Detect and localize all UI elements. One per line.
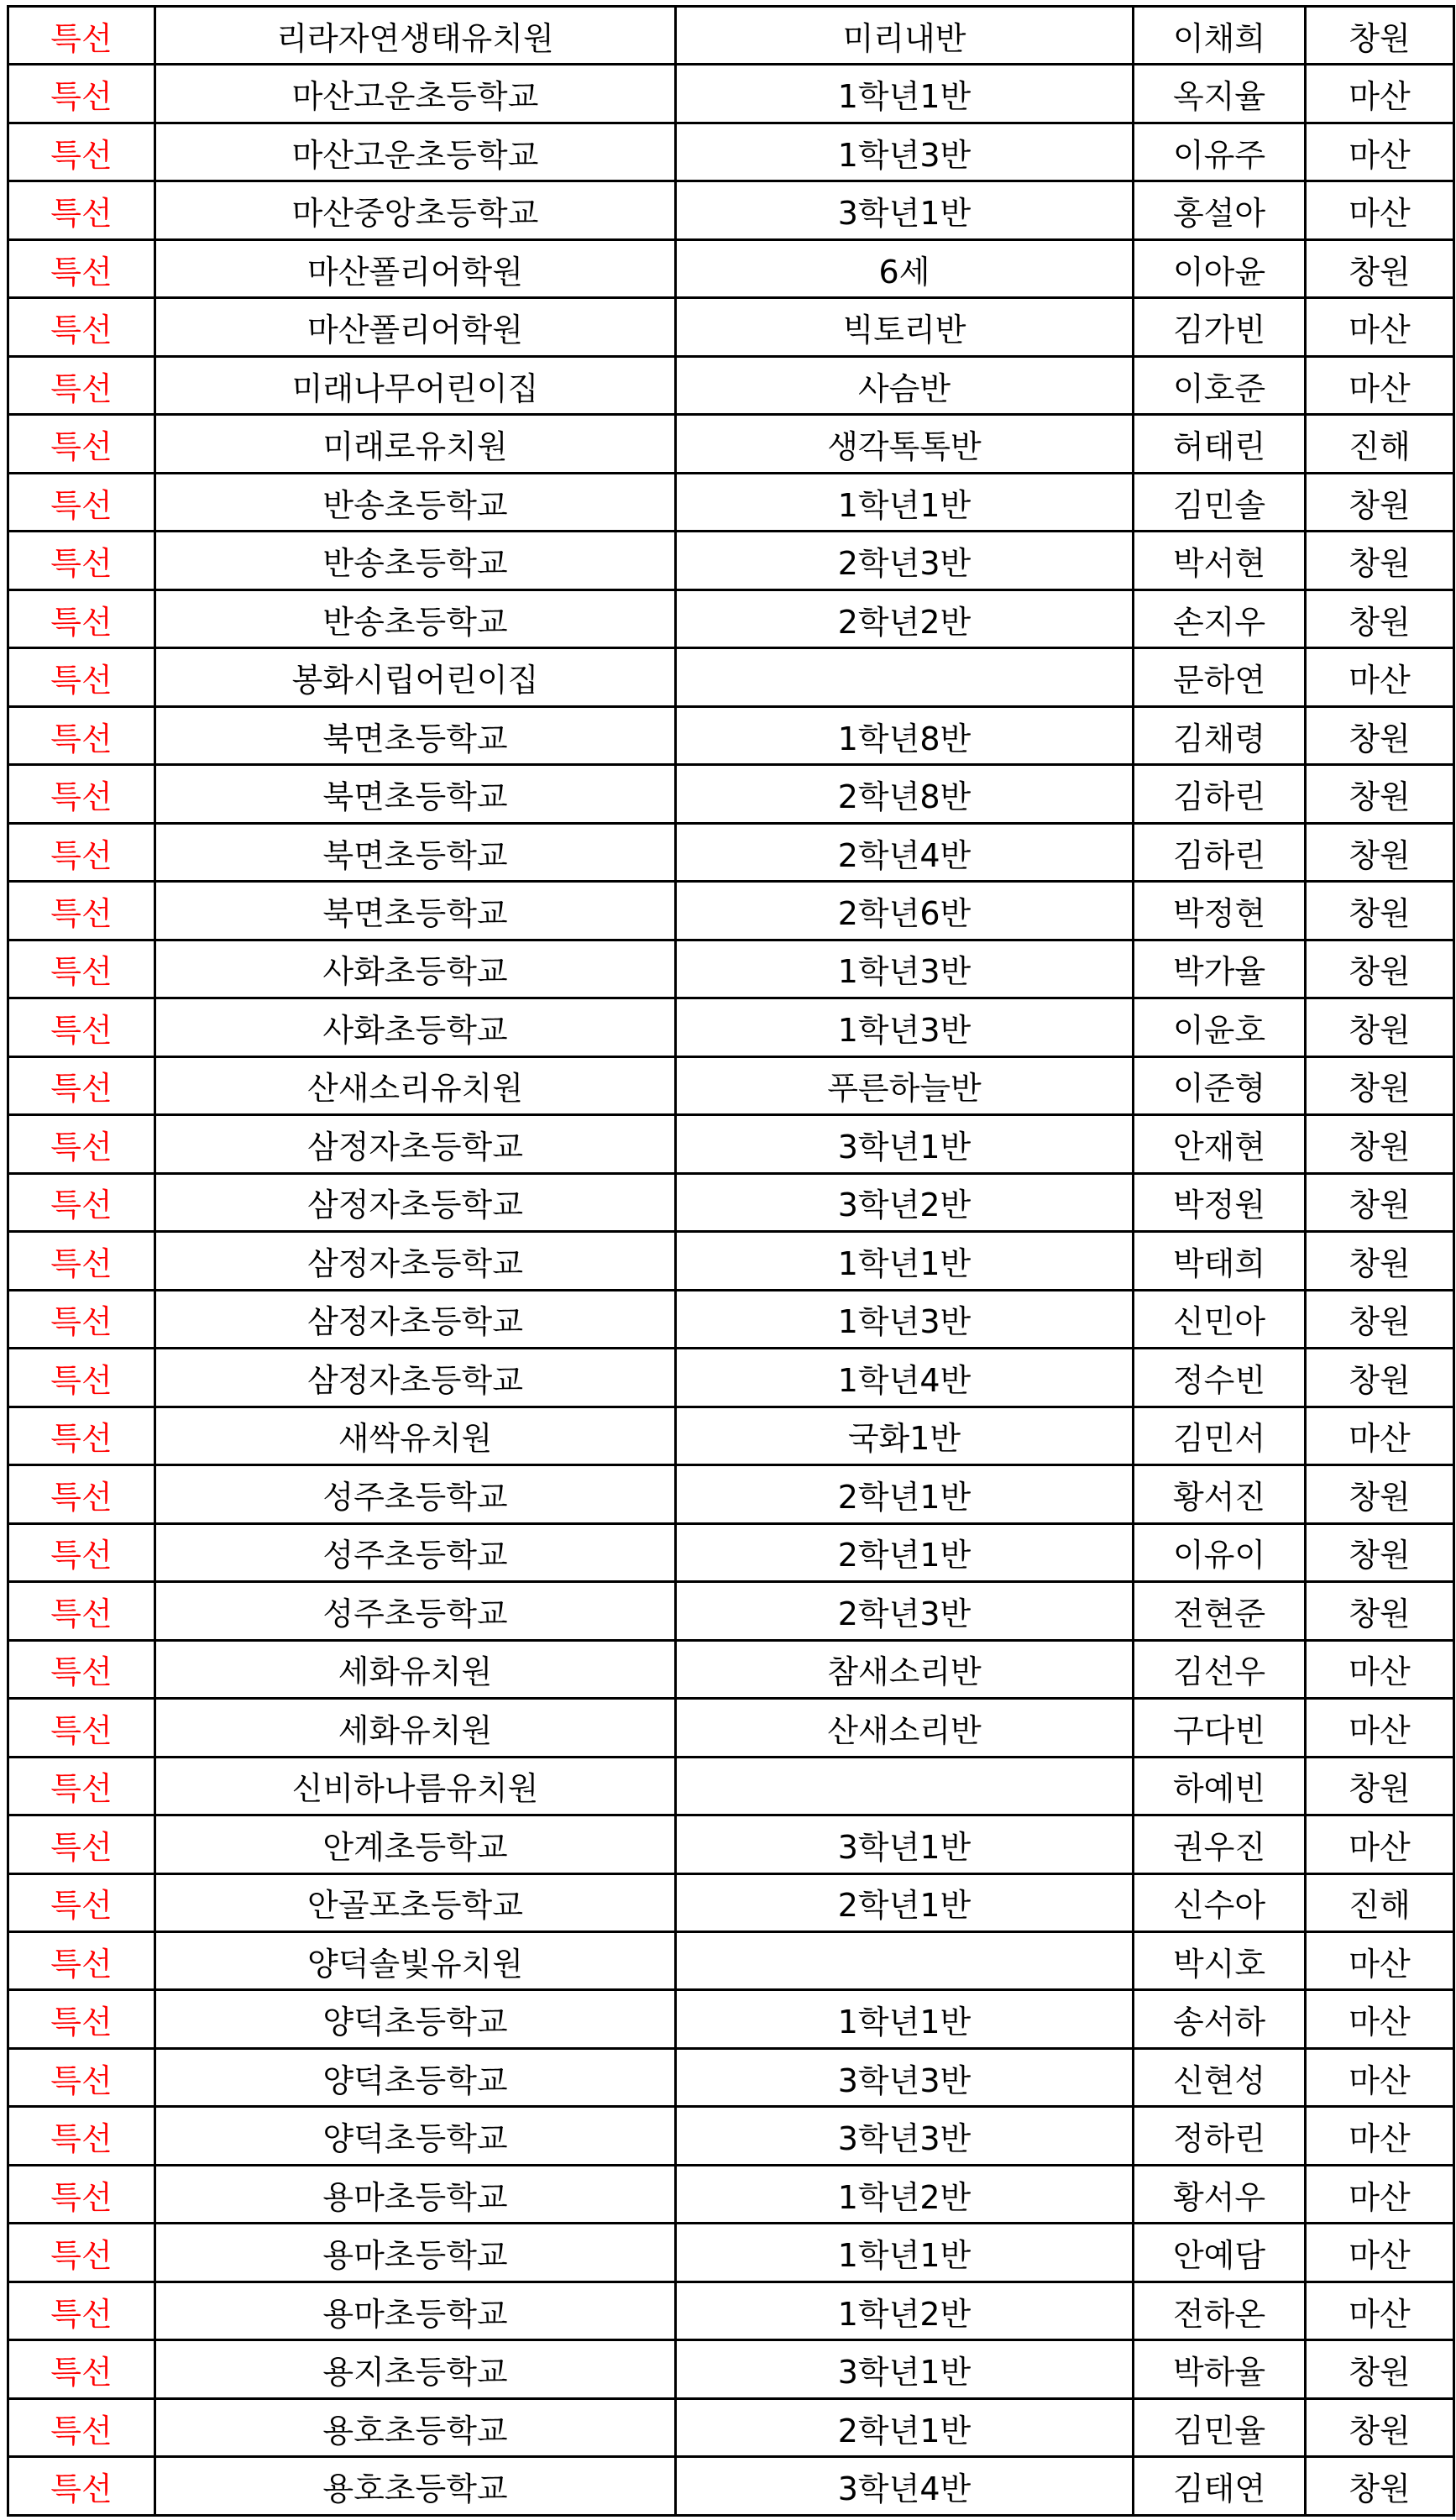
award-cell: 특선 xyxy=(8,2282,155,2339)
school-cell: 삼정자초등학교 xyxy=(155,1349,676,1407)
class-cell: 2학년1반 xyxy=(676,1465,1134,1523)
award-cell: 특선 xyxy=(8,2165,155,2223)
table-row xyxy=(8,1931,1454,1989)
student-name-cell: 정수빈 xyxy=(1134,1349,1306,1407)
region-cell: 창원 xyxy=(1306,706,1454,764)
student-name-cell: 박정현 xyxy=(1134,882,1306,940)
school-cell: 북면초등학교 xyxy=(155,823,676,881)
region-cell: 마산 xyxy=(1306,1931,1454,1989)
class-cell: 1학년4반 xyxy=(676,1349,1134,1407)
award-cell: 특선 xyxy=(8,123,155,181)
award-cell: 특선 xyxy=(8,998,155,1056)
student-name-cell: 박시호 xyxy=(1134,1931,1306,1989)
region-cell: 마산 xyxy=(1306,123,1454,181)
table-row xyxy=(8,65,1454,123)
region-cell: 창원 xyxy=(1306,823,1454,881)
class-cell: 국화1반 xyxy=(676,1407,1134,1464)
school-cell: 양덕초등학교 xyxy=(155,2048,676,2106)
class-cell xyxy=(676,648,1134,706)
award-cell: 특선 xyxy=(8,940,155,998)
region-cell: 창원 xyxy=(1306,2340,1454,2398)
school-cell: 용마초등학교 xyxy=(155,2224,676,2282)
region-cell: 마산 xyxy=(1306,65,1454,123)
student-name-cell: 이유이 xyxy=(1134,1523,1306,1581)
region-cell: 마산 xyxy=(1306,298,1454,356)
student-name-cell: 박가율 xyxy=(1134,940,1306,998)
table-row xyxy=(8,1523,1454,1581)
school-cell: 삼정자초등학교 xyxy=(155,1290,676,1348)
school-cell: 마산고운초등학교 xyxy=(155,123,676,181)
class-cell: 2학년1반 xyxy=(676,2398,1134,2456)
school-cell: 세화유치원 xyxy=(155,1699,676,1757)
table-row xyxy=(8,2165,1454,2223)
table-row xyxy=(8,239,1454,297)
class-cell: 3학년1반 xyxy=(676,1115,1134,1173)
school-cell: 양덕초등학교 xyxy=(155,1990,676,2048)
award-cell: 특선 xyxy=(8,1873,155,1931)
awards-sheet xyxy=(7,5,1453,2517)
student-name-cell: 손지우 xyxy=(1134,589,1306,647)
region-cell: 마산 xyxy=(1306,1699,1454,1757)
student-name-cell: 홍설아 xyxy=(1134,181,1306,239)
school-cell: 북면초등학교 xyxy=(155,706,676,764)
student-name-cell: 신현성 xyxy=(1134,2048,1306,2106)
student-name-cell: 이윤호 xyxy=(1134,998,1306,1056)
award-cell: 특선 xyxy=(8,1523,155,1581)
region-cell: 창원 xyxy=(1306,882,1454,940)
student-name-cell: 옥지율 xyxy=(1134,65,1306,123)
school-cell: 반송초등학교 xyxy=(155,473,676,531)
award-cell: 특선 xyxy=(8,2224,155,2282)
award-cell: 특선 xyxy=(8,1640,155,1698)
school-cell: 성주초등학교 xyxy=(155,1465,676,1523)
student-name-cell: 이유주 xyxy=(1134,123,1306,181)
award-cell: 특선 xyxy=(8,1115,155,1173)
region-cell: 창원 xyxy=(1306,1349,1454,1407)
table-row xyxy=(8,1640,1454,1698)
region-cell: 창원 xyxy=(1306,2457,1454,2516)
table-row xyxy=(8,2224,1454,2282)
school-cell: 삼정자초등학교 xyxy=(155,1173,676,1231)
student-name-cell: 신수아 xyxy=(1134,1873,1306,1931)
award-cell: 특선 xyxy=(8,1056,155,1114)
student-name-cell: 김선우 xyxy=(1134,1640,1306,1698)
class-cell: 1학년2반 xyxy=(676,2165,1134,2223)
region-cell: 마산 xyxy=(1306,648,1454,706)
award-cell: 특선 xyxy=(8,1699,155,1757)
table-row xyxy=(8,1173,1454,1231)
school-cell: 북면초등학교 xyxy=(155,882,676,940)
class-cell: 2학년2반 xyxy=(676,589,1134,647)
table-row xyxy=(8,882,1454,940)
student-name-cell: 김민솔 xyxy=(1134,473,1306,531)
class-cell: 1학년3반 xyxy=(676,998,1134,1056)
table-row xyxy=(8,1757,1454,1815)
region-cell: 마산 xyxy=(1306,181,1454,239)
class-cell: 2학년8반 xyxy=(676,765,1134,823)
awards-table-body xyxy=(8,7,1454,2516)
class-cell: 1학년3반 xyxy=(676,1290,1134,1348)
award-cell: 특선 xyxy=(8,298,155,356)
table-row xyxy=(8,2457,1454,2516)
award-cell: 특선 xyxy=(8,1465,155,1523)
award-cell: 특선 xyxy=(8,1757,155,1815)
table-row xyxy=(8,1407,1454,1464)
table-row xyxy=(8,1990,1454,2048)
student-name-cell: 황서진 xyxy=(1134,1465,1306,1523)
table-row xyxy=(8,1290,1454,1348)
class-cell xyxy=(676,1757,1134,1815)
table-row xyxy=(8,1349,1454,1407)
award-cell: 특선 xyxy=(8,882,155,940)
region-cell: 마산 xyxy=(1306,2165,1454,2223)
school-cell: 신비하나름유치원 xyxy=(155,1757,676,1815)
school-cell: 양덕초등학교 xyxy=(155,2107,676,2165)
class-cell: 2학년1반 xyxy=(676,1873,1134,1931)
award-cell: 특선 xyxy=(8,239,155,297)
school-cell: 용호초등학교 xyxy=(155,2457,676,2516)
awards-table xyxy=(7,5,1455,2517)
award-cell: 특선 xyxy=(8,589,155,647)
region-cell: 창원 xyxy=(1306,1290,1454,1348)
class-cell: 1학년2반 xyxy=(676,2282,1134,2339)
class-cell: 푸른하늘반 xyxy=(676,1056,1134,1114)
student-name-cell: 박정원 xyxy=(1134,1173,1306,1231)
student-name-cell: 허태린 xyxy=(1134,415,1306,473)
school-cell: 용호초등학교 xyxy=(155,2398,676,2456)
school-cell: 양덕솔빛유치원 xyxy=(155,1931,676,1989)
class-cell: 1학년1반 xyxy=(676,1232,1134,1290)
region-cell: 마산 xyxy=(1306,1990,1454,2048)
class-cell: 1학년3반 xyxy=(676,940,1134,998)
region-cell: 창원 xyxy=(1306,239,1454,297)
region-cell: 창원 xyxy=(1306,1173,1454,1231)
class-cell: 3학년3반 xyxy=(676,2048,1134,2106)
class-cell: 1학년1반 xyxy=(676,1990,1134,2048)
student-name-cell: 권우진 xyxy=(1134,1815,1306,1873)
student-name-cell: 박하율 xyxy=(1134,2340,1306,2398)
student-name-cell: 정하린 xyxy=(1134,2107,1306,2165)
student-name-cell: 이채희 xyxy=(1134,7,1306,65)
student-name-cell: 구다빈 xyxy=(1134,1699,1306,1757)
school-cell: 안골포초등학교 xyxy=(155,1873,676,1931)
award-cell: 특선 xyxy=(8,765,155,823)
region-cell: 마산 xyxy=(1306,1815,1454,1873)
table-row xyxy=(8,2048,1454,2106)
award-cell: 특선 xyxy=(8,2107,155,2165)
class-cell: 2학년1반 xyxy=(676,1523,1134,1581)
student-name-cell: 박태희 xyxy=(1134,1232,1306,1290)
class-cell: 사슴반 xyxy=(676,356,1134,414)
school-cell: 사화초등학교 xyxy=(155,940,676,998)
school-cell: 성주초등학교 xyxy=(155,1582,676,1640)
award-cell: 특선 xyxy=(8,1173,155,1231)
award-cell: 특선 xyxy=(8,2340,155,2398)
student-name-cell: 문하연 xyxy=(1134,648,1306,706)
table-row xyxy=(8,298,1454,356)
award-cell: 특선 xyxy=(8,823,155,881)
region-cell: 마산 xyxy=(1306,2282,1454,2339)
table-row xyxy=(8,998,1454,1056)
class-cell: 1학년8반 xyxy=(676,706,1134,764)
award-cell: 특선 xyxy=(8,181,155,239)
school-cell: 마산폴리어학원 xyxy=(155,239,676,297)
award-cell: 특선 xyxy=(8,1407,155,1464)
award-cell: 특선 xyxy=(8,2048,155,2106)
class-cell: 3학년4반 xyxy=(676,2457,1134,2516)
table-row xyxy=(8,589,1454,647)
award-cell: 특선 xyxy=(8,1815,155,1873)
table-row xyxy=(8,356,1454,414)
student-name-cell: 신민아 xyxy=(1134,1290,1306,1348)
class-cell: 빅토리반 xyxy=(676,298,1134,356)
region-cell: 진해 xyxy=(1306,415,1454,473)
award-cell: 특선 xyxy=(8,1931,155,1989)
region-cell: 창원 xyxy=(1306,532,1454,589)
region-cell: 창원 xyxy=(1306,589,1454,647)
award-cell: 특선 xyxy=(8,356,155,414)
region-cell: 창원 xyxy=(1306,2398,1454,2456)
school-cell: 용마초등학교 xyxy=(155,2165,676,2223)
school-cell: 마산고운초등학교 xyxy=(155,65,676,123)
class-cell: 3학년3반 xyxy=(676,2107,1134,2165)
region-cell: 창원 xyxy=(1306,1582,1454,1640)
award-cell: 특선 xyxy=(8,473,155,531)
award-cell: 특선 xyxy=(8,1290,155,1348)
class-cell: 3학년1반 xyxy=(676,181,1134,239)
student-name-cell: 김채령 xyxy=(1134,706,1306,764)
student-name-cell: 안재현 xyxy=(1134,1115,1306,1173)
table-row xyxy=(8,765,1454,823)
student-name-cell: 황서우 xyxy=(1134,2165,1306,2223)
region-cell: 마산 xyxy=(1306,1640,1454,1698)
school-cell: 새싹유치원 xyxy=(155,1407,676,1464)
school-cell: 삼정자초등학교 xyxy=(155,1232,676,1290)
student-name-cell: 안예담 xyxy=(1134,2224,1306,2282)
school-cell: 미래나무어린이집 xyxy=(155,356,676,414)
table-row xyxy=(8,2398,1454,2456)
award-cell: 특선 xyxy=(8,2457,155,2516)
school-cell: 반송초등학교 xyxy=(155,589,676,647)
region-cell: 창원 xyxy=(1306,998,1454,1056)
school-cell: 안계초등학교 xyxy=(155,1815,676,1873)
school-cell: 미래로유치원 xyxy=(155,415,676,473)
student-name-cell: 김하린 xyxy=(1134,823,1306,881)
award-cell: 특선 xyxy=(8,1349,155,1407)
award-cell: 특선 xyxy=(8,532,155,589)
school-cell: 사화초등학교 xyxy=(155,998,676,1056)
class-cell: 2학년3반 xyxy=(676,532,1134,589)
table-row xyxy=(8,2107,1454,2165)
table-row xyxy=(8,1232,1454,1290)
school-cell: 봉화시립어린이집 xyxy=(155,648,676,706)
region-cell: 마산 xyxy=(1306,2048,1454,2106)
class-cell: 참새소리반 xyxy=(676,1640,1134,1698)
student-name-cell: 박서현 xyxy=(1134,532,1306,589)
region-cell: 창원 xyxy=(1306,1757,1454,1815)
region-cell: 창원 xyxy=(1306,1115,1454,1173)
student-name-cell: 전현준 xyxy=(1134,1582,1306,1640)
award-cell: 특선 xyxy=(8,648,155,706)
school-cell: 성주초등학교 xyxy=(155,1523,676,1581)
table-row xyxy=(8,1815,1454,1873)
region-cell: 창원 xyxy=(1306,473,1454,531)
student-name-cell: 이준형 xyxy=(1134,1056,1306,1114)
award-cell: 특선 xyxy=(8,2398,155,2456)
region-cell: 마산 xyxy=(1306,2224,1454,2282)
class-cell xyxy=(676,1931,1134,1989)
student-name-cell: 김민서 xyxy=(1134,1407,1306,1464)
school-cell: 리라자연생태유치원 xyxy=(155,7,676,65)
school-cell: 삼정자초등학교 xyxy=(155,1115,676,1173)
award-cell: 특선 xyxy=(8,1582,155,1640)
region-cell: 창원 xyxy=(1306,7,1454,65)
school-cell: 용지초등학교 xyxy=(155,2340,676,2398)
school-cell: 용마초등학교 xyxy=(155,2282,676,2339)
school-cell: 반송초등학교 xyxy=(155,532,676,589)
student-name-cell: 이호준 xyxy=(1134,356,1306,414)
table-row xyxy=(8,823,1454,881)
award-cell: 특선 xyxy=(8,1232,155,1290)
student-name-cell: 송서하 xyxy=(1134,1990,1306,2048)
school-cell: 북면초등학교 xyxy=(155,765,676,823)
award-cell: 특선 xyxy=(8,415,155,473)
student-name-cell: 김가빈 xyxy=(1134,298,1306,356)
region-cell: 마산 xyxy=(1306,2107,1454,2165)
table-row xyxy=(8,7,1454,65)
table-row xyxy=(8,1582,1454,1640)
student-name-cell: 김하린 xyxy=(1134,765,1306,823)
class-cell: 1학년1반 xyxy=(676,65,1134,123)
table-row xyxy=(8,2340,1454,2398)
school-cell: 산새소리유치원 xyxy=(155,1056,676,1114)
student-name-cell: 김태연 xyxy=(1134,2457,1306,2516)
class-cell: 미리내반 xyxy=(676,7,1134,65)
table-row xyxy=(8,2282,1454,2339)
class-cell: 3학년1반 xyxy=(676,2340,1134,2398)
table-row xyxy=(8,181,1454,239)
student-name-cell: 하예빈 xyxy=(1134,1757,1306,1815)
award-cell: 특선 xyxy=(8,65,155,123)
class-cell: 2학년3반 xyxy=(676,1582,1134,1640)
award-cell: 특선 xyxy=(8,7,155,65)
award-cell: 특선 xyxy=(8,1990,155,2048)
region-cell: 창원 xyxy=(1306,1465,1454,1523)
school-cell: 세화유치원 xyxy=(155,1640,676,1698)
region-cell: 마산 xyxy=(1306,1407,1454,1464)
region-cell: 진해 xyxy=(1306,1873,1454,1931)
class-cell: 1학년3반 xyxy=(676,123,1134,181)
class-cell: 산새소리반 xyxy=(676,1699,1134,1757)
student-name-cell: 전하온 xyxy=(1134,2282,1306,2339)
table-row xyxy=(8,1465,1454,1523)
class-cell: 3학년1반 xyxy=(676,1815,1134,1873)
region-cell: 창원 xyxy=(1306,940,1454,998)
table-row xyxy=(8,1056,1454,1114)
region-cell: 마산 xyxy=(1306,356,1454,414)
region-cell: 창원 xyxy=(1306,1056,1454,1114)
table-row xyxy=(8,648,1454,706)
class-cell: 3학년2반 xyxy=(676,1173,1134,1231)
class-cell: 1학년1반 xyxy=(676,473,1134,531)
region-cell: 창원 xyxy=(1306,1523,1454,1581)
class-cell: 6세 xyxy=(676,239,1134,297)
table-row xyxy=(8,123,1454,181)
table-row xyxy=(8,532,1454,589)
table-row xyxy=(8,1873,1454,1931)
award-cell: 특선 xyxy=(8,706,155,764)
table-row xyxy=(8,415,1454,473)
class-cell: 1학년1반 xyxy=(676,2224,1134,2282)
student-name-cell: 김민율 xyxy=(1134,2398,1306,2456)
class-cell: 생각톡톡반 xyxy=(676,415,1134,473)
table-row xyxy=(8,1699,1454,1757)
table-row xyxy=(8,706,1454,764)
class-cell: 2학년4반 xyxy=(676,823,1134,881)
region-cell: 창원 xyxy=(1306,765,1454,823)
region-cell: 창원 xyxy=(1306,1232,1454,1290)
school-cell: 마산중앙초등학교 xyxy=(155,181,676,239)
table-row xyxy=(8,473,1454,531)
class-cell: 2학년6반 xyxy=(676,882,1134,940)
school-cell: 마산폴리어학원 xyxy=(155,298,676,356)
table-row xyxy=(8,940,1454,998)
student-name-cell: 이아윤 xyxy=(1134,239,1306,297)
table-row xyxy=(8,1115,1454,1173)
